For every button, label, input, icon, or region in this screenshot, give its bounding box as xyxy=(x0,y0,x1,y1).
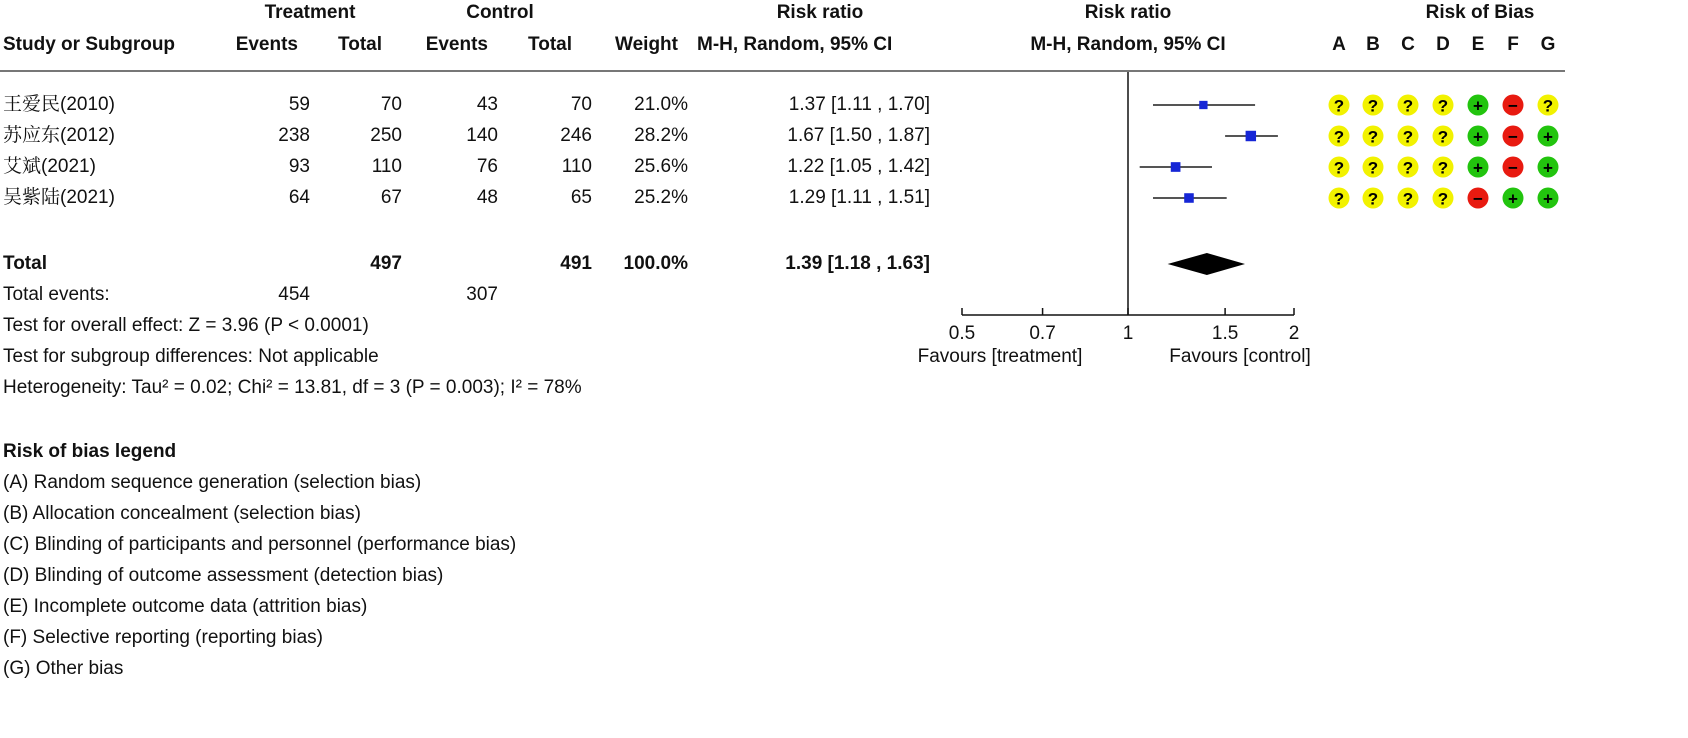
study-ci: 1.22 [1.05 , 1.42] xyxy=(787,156,930,177)
control-events: 140 xyxy=(466,125,498,146)
legend-item: (B) Allocation concealment (selection bias) xyxy=(3,503,362,524)
pooled-ci: 1.39 [1.18 , 1.63] xyxy=(785,253,930,274)
total-label: Total xyxy=(3,253,47,274)
study-weight: 25.2% xyxy=(634,187,688,208)
treatment-events: 59 xyxy=(288,94,310,115)
treatment-total-header: Total xyxy=(338,34,382,55)
risk-symbol: ? xyxy=(1402,127,1414,147)
favours-control-label: Favours [control] xyxy=(1169,346,1311,367)
control-total: 70 xyxy=(570,94,592,115)
bias-col-a: A xyxy=(1332,34,1346,55)
control-total: 246 xyxy=(560,125,592,146)
treatment-total: 70 xyxy=(380,94,402,115)
treatment-events: 64 xyxy=(288,187,310,208)
risk-symbol: ? xyxy=(1333,96,1345,116)
control-events: 76 xyxy=(476,156,498,177)
point-estimate xyxy=(1184,193,1194,203)
risk-symbol: − xyxy=(1508,127,1518,147)
legend-item: (D) Blinding of outcome assessment (detection bias) xyxy=(3,565,444,586)
risk-symbol: + xyxy=(1508,189,1518,209)
risk-symbol: ? xyxy=(1333,127,1345,147)
bias-col-c: C xyxy=(1401,34,1415,55)
risk-ratio-header-left: Risk ratio xyxy=(776,2,864,23)
legend-item: (C) Blinding of participants and personnel (performance bias) xyxy=(3,534,517,555)
subgroup-differences-test: Test for subgroup differences: Not applicable xyxy=(3,346,379,367)
legend-item: (A) Random sequence generation (selection bias) xyxy=(3,472,422,493)
risk-symbol: ? xyxy=(1402,189,1414,209)
risk-symbol: ? xyxy=(1402,158,1414,178)
point-estimate xyxy=(1246,131,1256,141)
study-weight: 28.2% xyxy=(634,125,688,146)
risk-symbol: ? xyxy=(1437,158,1449,178)
study-name: 艾斌(2021) xyxy=(3,156,96,177)
method-header-left: M-H, Random, 95% CI xyxy=(697,34,893,55)
control-events: 43 xyxy=(476,94,498,115)
control-total-events: 307 xyxy=(466,284,498,305)
treatment-events: 238 xyxy=(278,125,310,146)
risk-symbol: ? xyxy=(1367,127,1379,147)
x-tick-label: 2 xyxy=(1288,323,1300,344)
risk-of-bias-header: Risk of Bias xyxy=(1425,2,1535,23)
point-estimate xyxy=(1199,101,1207,109)
treatment-total: 250 xyxy=(370,125,402,146)
bias-col-d: D xyxy=(1436,34,1450,55)
risk-symbol: + xyxy=(1473,127,1483,147)
point-estimate xyxy=(1171,162,1181,172)
risk-symbol: + xyxy=(1543,158,1553,178)
treatment-total-events: 454 xyxy=(278,284,310,305)
risk-symbol: − xyxy=(1508,158,1518,178)
bias-col-g: G xyxy=(1540,34,1556,55)
treatment-total: 110 xyxy=(371,156,402,177)
legend-item: (E) Incomplete outcome data (attrition bias) xyxy=(3,596,368,617)
risk-symbol: ? xyxy=(1367,96,1379,116)
study-ci: 1.37 [1.11 , 1.70] xyxy=(788,94,930,115)
risk-symbol: ? xyxy=(1367,158,1379,178)
weight-header: Weight xyxy=(615,34,678,55)
risk-symbol: ? xyxy=(1333,189,1345,209)
pooled-diamond xyxy=(1168,253,1245,275)
x-tick-label: 0.5 xyxy=(948,323,976,344)
risk-symbol: + xyxy=(1473,96,1483,116)
study-weight: 21.0% xyxy=(634,94,688,115)
study-or-subgroup-header: Study or Subgroup xyxy=(3,34,176,55)
treatment-events-header: Events xyxy=(235,34,298,55)
treatment-header: Treatment xyxy=(264,2,356,23)
treatment-grand-total: 497 xyxy=(370,253,402,274)
study-ci: 1.67 [1.50 , 1.87] xyxy=(787,125,930,146)
risk-symbol: + xyxy=(1543,189,1553,209)
control-grand-total: 491 xyxy=(560,253,592,274)
risk-symbol: ? xyxy=(1367,189,1379,209)
overall-effect-test: Test for overall effect: Z = 3.96 (P < 0.0001) xyxy=(3,315,369,336)
treatment-events: 93 xyxy=(288,156,310,177)
control-events: 48 xyxy=(476,187,498,208)
study-name: 苏应东(2012) xyxy=(3,125,115,146)
bias-col-b: B xyxy=(1366,34,1380,55)
heterogeneity-stats: Heterogeneity: Tau² = 0.02; Chi² = 13.81, df = 3 (P = 0.003); I² = 78% xyxy=(3,377,582,398)
risk-symbol: − xyxy=(1473,189,1483,209)
study-name: 王爱民(2010) xyxy=(3,94,115,115)
study-name: 吴紫陆(2021) xyxy=(3,187,115,208)
risk-symbol: ? xyxy=(1542,96,1554,116)
total-weight: 100.0% xyxy=(623,253,688,274)
risk-symbol: ? xyxy=(1402,96,1414,116)
control-total: 65 xyxy=(570,187,592,208)
legend-title: Risk of bias legend xyxy=(3,441,177,462)
method-header-right: M-H, Random, 95% CI xyxy=(1030,34,1226,55)
risk-symbol: + xyxy=(1543,127,1553,147)
treatment-total: 67 xyxy=(380,187,402,208)
bias-col-e: E xyxy=(1471,34,1485,55)
legend-item: (G) Other bias xyxy=(3,658,124,679)
study-ci: 1.29 [1.11 , 1.51] xyxy=(788,187,930,208)
x-tick-label: 1 xyxy=(1122,323,1134,344)
bias-col-f: F xyxy=(1507,34,1519,55)
risk-symbol: ? xyxy=(1437,189,1449,209)
risk-symbol: − xyxy=(1508,96,1518,116)
risk-symbol: + xyxy=(1473,158,1483,178)
favours-treatment-label: Favours [treatment] xyxy=(917,346,1083,367)
control-total: 110 xyxy=(561,156,592,177)
risk-symbol: ? xyxy=(1333,158,1345,178)
risk-symbol: ? xyxy=(1437,96,1449,116)
study-weight: 25.6% xyxy=(634,156,688,177)
control-header: Control xyxy=(466,2,534,23)
risk-symbol: ? xyxy=(1437,127,1449,147)
total-events-label: Total events: xyxy=(3,284,110,305)
x-tick-label: 0.7 xyxy=(1029,323,1056,344)
legend-item: (F) Selective reporting (reporting bias) xyxy=(3,627,323,648)
control-events-header: Events xyxy=(425,34,488,55)
control-total-header: Total xyxy=(528,34,572,55)
x-tick-label: 1.5 xyxy=(1211,323,1239,344)
risk-ratio-header-right: Risk ratio xyxy=(1084,2,1172,23)
